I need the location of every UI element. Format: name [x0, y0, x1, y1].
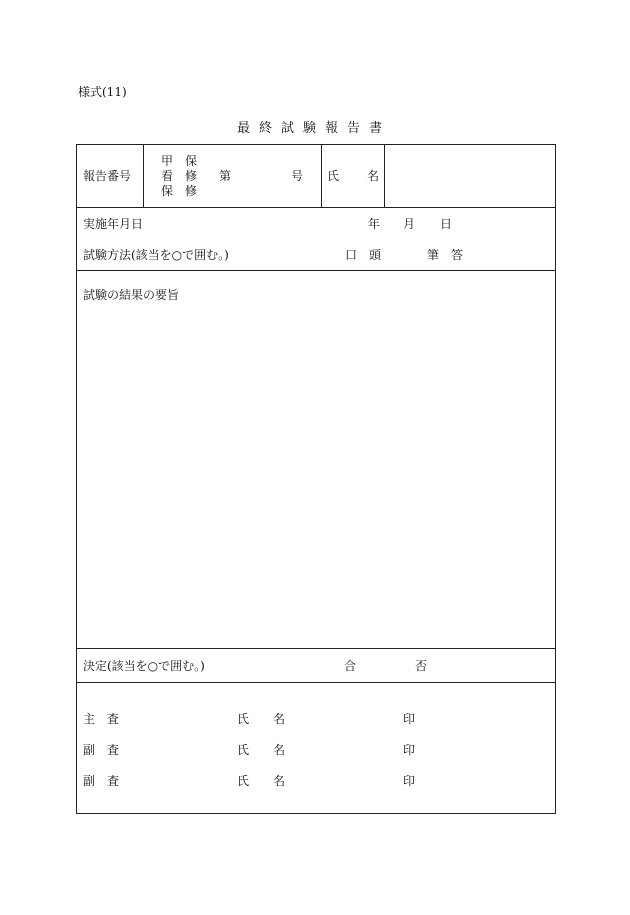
divider-header: [77, 207, 555, 208]
date-label: 実施年月日: [83, 217, 144, 231]
summary-area[interactable]: [78, 307, 555, 645]
examiner-mei-1: 名: [273, 712, 286, 726]
page-title: 最終試験報告書: [237, 121, 392, 136]
name-shi: 氏: [327, 169, 340, 183]
date-month: 月: [403, 217, 416, 231]
decision-label: 決定(該当を○で囲む。): [83, 659, 205, 673]
number-go: 号: [291, 169, 304, 183]
examiner-mei-3: 名: [273, 774, 286, 788]
examiner-seal-3: 印: [403, 774, 416, 788]
divider-method: [77, 270, 555, 271]
examiner-seal-1: 印: [403, 712, 416, 726]
method-written: 筆 答: [427, 248, 464, 262]
examiner-seal-2: 印: [403, 743, 416, 757]
examiner-role-3: 副 査: [83, 774, 120, 788]
divider-col-2: [321, 145, 322, 207]
decision-pass: 合: [344, 659, 357, 673]
decision-fail: 否: [415, 659, 428, 673]
examiner-shi-3: 氏: [237, 774, 250, 788]
examiner-shi-2: 氏: [237, 743, 250, 757]
number-dai: 第: [219, 169, 232, 183]
examiner-shi-1: 氏: [237, 712, 250, 726]
date-day: 日: [440, 217, 453, 231]
divider-decision: [77, 682, 555, 683]
course-line-2: 看 修: [161, 169, 198, 183]
form-number: 様式(11): [78, 85, 127, 99]
name-mei: 名: [367, 169, 380, 183]
divider-col-1: [143, 145, 144, 207]
summary-label: 試験の結果の要旨: [83, 288, 180, 302]
method-label: 試験方法(該当を○で囲む。): [83, 248, 229, 262]
examiner-role-2: 副 査: [83, 743, 120, 757]
examiner-role-1: 主 査: [83, 712, 120, 726]
course-line-3: 保 修: [161, 184, 198, 198]
name-field[interactable]: [385, 145, 556, 207]
method-oral: 口 頭: [345, 248, 382, 262]
report-form: [76, 144, 556, 814]
course-line-1: 甲 保: [161, 154, 198, 168]
report-number-label: 報告番号: [83, 169, 132, 183]
date-year: 年: [368, 217, 381, 231]
examiner-mei-2: 名: [273, 743, 286, 757]
divider-summary: [77, 648, 555, 649]
